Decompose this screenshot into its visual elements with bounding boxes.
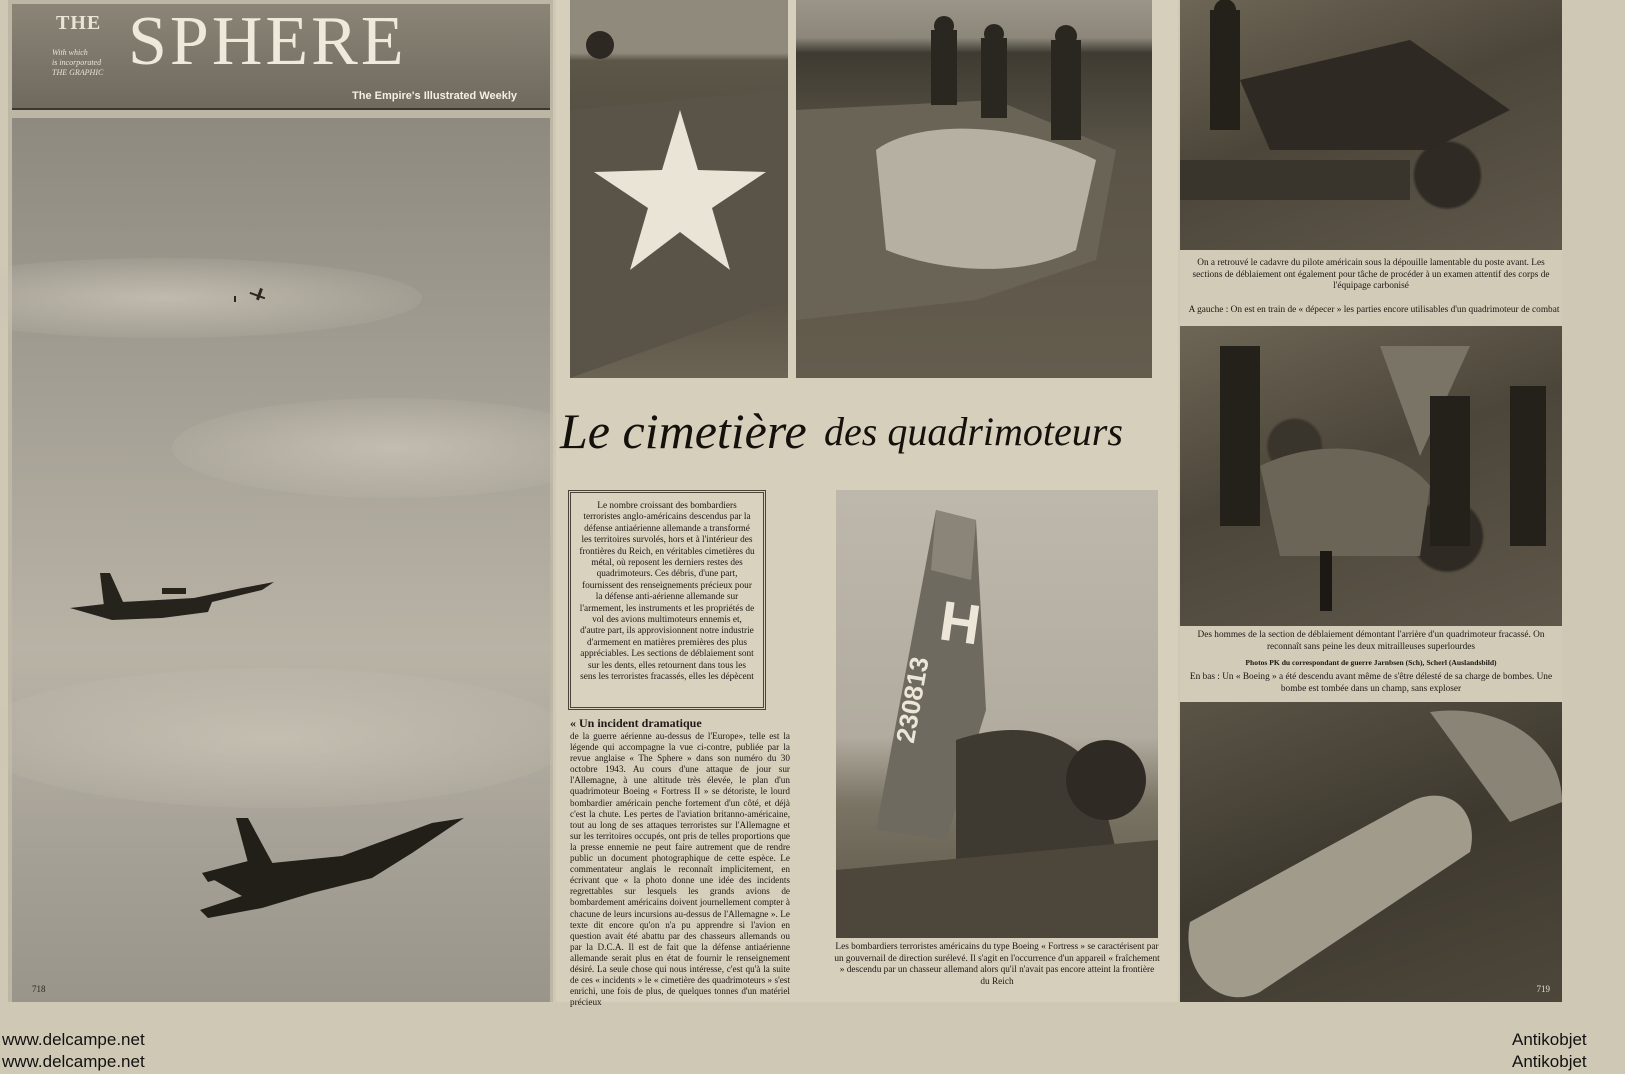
bomb-illustration	[1180, 702, 1562, 1002]
fuselage-star-insignia	[570, 0, 788, 378]
b17-formation-illustration	[12, 118, 550, 1002]
bottom-note-caption: En bas : Un « Boeing » a été descendu avant même de s'être délesté de sa charge de bombes. Une bombe est tombée dans un champ, sans exploser	[1189, 672, 1553, 694]
bomber-plane-1-icon	[70, 573, 274, 620]
watermark-left-2: www.delcampe.net	[2, 1052, 145, 1071]
cockpit-wreck-illustration	[1180, 0, 1562, 250]
masthead	[12, 4, 550, 110]
intro-box	[568, 490, 766, 710]
masthead-small-2: is incorporated	[52, 58, 102, 67]
tail-wreck-photo	[836, 490, 1158, 938]
dismantling-illustration	[1180, 326, 1562, 626]
article-heading: « Un incident dramatique	[570, 716, 702, 730]
fortress-tail-illustration	[836, 490, 1158, 938]
masthead-small-3: THE GRAPHIC	[52, 68, 104, 77]
masthead-small-1: With which	[52, 48, 88, 57]
pilot-cockpit-wreck-photo	[1180, 0, 1562, 250]
center-spread	[556, 0, 1178, 1008]
tail-letter: H	[935, 588, 985, 657]
crashed-fuselage-photo	[570, 0, 788, 378]
page-number-left: 718	[32, 984, 46, 994]
article-text: de la guerre aérienne au-dessus de l'Europe», telle est la légende qui accompagne la vue ci-contre, publiée par la revue anglaise « The Sphere » dans son numéro du 30 octobre 1943. Au cours d'une attaque de jour sur l'Allemagne, à une altitude très élevée, le plan d'un quadrimoteur Boeing « Fortress II » se détoriste, le lourd bombardier américain penche fortement d'un côté, et déjà c'est la chute. Les pertes de l'aviation britanno-américaine, tout au long de ses attaques terroristes sur l'Allemagne et sur les territoires occupés, ont pris de telles proportions que la presse ennemie ne peut faire autrement que de rendre public un document photographique de cette espèce. Le commentateur anglais le reconnaît implicitement, en écrivant que « la photo donne une idée des incidents regrettables sur lesquels les grands avions de bombardement américains doivent journellement compter à chacune de leurs incursions au-dessus de l'Allemagne ». Le texte dit encore qu'on n'a pu apprendre si l'avion en question avait été abattu par des chasseurs allemands ou par la D.C.A. Il est de fait que la défense antiaérienne allemande serait plus en état de fournir le renseignement désiré. La seule chose qui nous intéresse, c'est qu'à la suite de ces « incidents » le « cimetière des quadrimoteurs » s'est enrichi, une fois de plus, de quelques tonnes d'un matériel précieux	[570, 731, 790, 1008]
watermark-right-1: Antikobjet	[1512, 1030, 1587, 1049]
watermark-left-1: www.delcampe.net	[2, 1030, 145, 1049]
left-page	[8, 0, 553, 1002]
bombers-in-flight-photo	[12, 118, 550, 1002]
dismantling-tail-photo	[1180, 326, 1562, 626]
bomber-plane-2-icon	[200, 818, 464, 918]
headline-part1: Le cimetière	[560, 403, 807, 459]
unexploded-bomb-photo	[1180, 702, 1562, 1002]
left-note-caption: A gauche : On est en train de « dépecer » les parties encore utilisables d'un quadrimoteur de combat	[1188, 305, 1560, 315]
intro-text: Le nombre croissant des bombardiers terroristes anglo-américains descendus par la défense antiaérienne allemande a transformé les territoires survolés, hors et à l'intérieur des frontières du Reich, en véritables cimetières du métal, où reposent les derniers restes des quadrimoteurs. Ces débris, d'une part, fournissent des renseignements précieux pour la défense anti-aérienne allemande sur l'armement, les instruments et les propriétés de vol des avions multimoteurs ennemis et, d'autre part, ils approvisionnent notre industrie d'armement en matières premières des plus appréciables. Les sections de déblaiement sont sur les dents, elles retournent dans tous les sens les terroristes fracassés, elles les dépècent	[579, 501, 755, 683]
credit-caption: Photos PK du correspondant de guerre Jarnbsen (Sch), Scherl (Auslandsbild)	[1245, 658, 1497, 667]
tail-number: 230813	[890, 654, 935, 746]
tail-caption: Les bombardiers terroristes américains du type Boeing « Fortress » se caractérisent par un gouvernail de direction surélevé. Il s'agit en l'occurrence d'un appareil « fraîchement » descendu par un chasseur allemand alors qu'il n'avait pas encore atteint la frontière du Reich	[834, 942, 1160, 987]
headline-part2: des quadrimoteurs	[824, 409, 1123, 454]
middle-right-caption: Des hommes de la section de déblaiement démontant l'arrière d'un quadrimoteur fracassé. On reconnaît sans peine les deux mitrailleuses superlourdes	[1197, 630, 1545, 652]
wreck-and-officers-illustration	[796, 0, 1152, 378]
right-column	[1180, 0, 1562, 1002]
top-right-caption: On a retrouvé le cadavre du pilote américain sous la dépouille lamentable du poste avant. Les sections de déblaiement ont également pour tâche de procéder à un examen attentif des corps de l'équipage carbonisé	[1192, 258, 1550, 291]
masthead-the: THE	[56, 12, 102, 34]
page-number-right: 719	[1536, 984, 1550, 994]
headline	[560, 402, 1170, 462]
watermark-right-2: Antikobjet	[1512, 1052, 1587, 1071]
masthead-tagline: The Empire's Illustrated Weekly	[352, 90, 518, 102]
article	[570, 716, 790, 1008]
masthead-title: SPHERE	[128, 3, 407, 80]
officers-wreck-photo	[796, 0, 1152, 378]
